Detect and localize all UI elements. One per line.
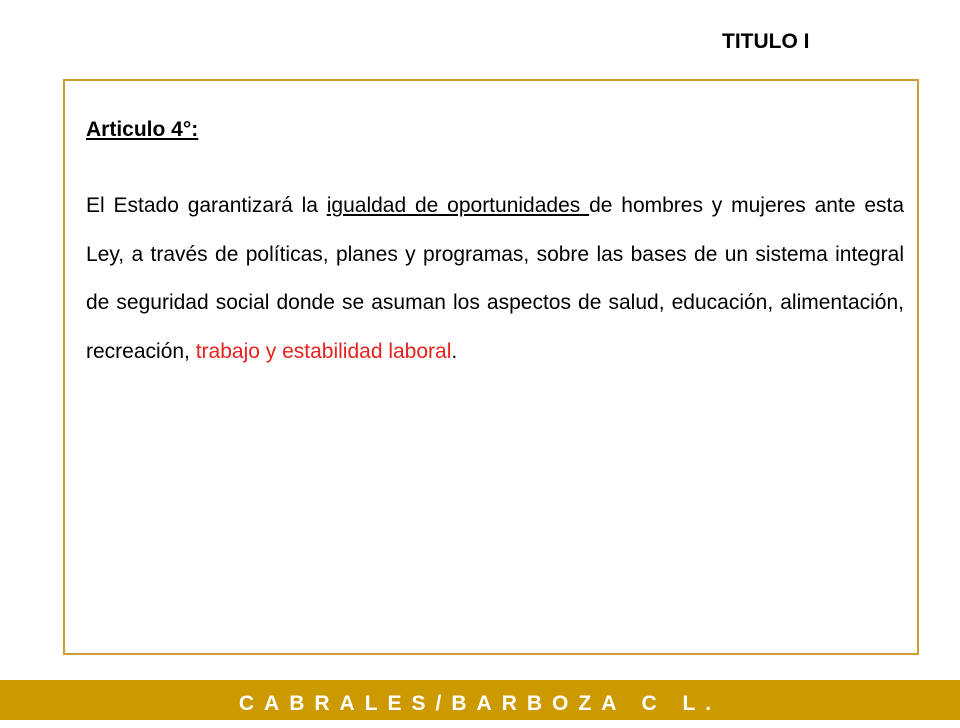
article-body <box>86 182 904 376</box>
article-text-labor-stability: trabajo y estabilidad laboral <box>195 339 452 363</box>
footer-author-text: CABRALES/BARBOZA C L. <box>238 692 722 715</box>
section-title: TITULO I <box>722 30 810 53</box>
footer-bar <box>0 680 960 720</box>
article-text-equal-opportunity: igualdad de oportunidades <box>326 194 590 217</box>
article-text-period: . <box>451 339 458 363</box>
article-text-intro: El Estado garantizará la <box>86 194 327 217</box>
article-frame <box>63 79 919 655</box>
article-text-main: de hombres y mujeres ante esta Ley, a través de políticas, planes y programas, sobre las bases de un sistema integral de seguridad social donde se asuman los aspectos de salud, educación, alimentación, recreación, <box>86 194 905 363</box>
article-heading: Articulo 4°: <box>86 118 199 141</box>
